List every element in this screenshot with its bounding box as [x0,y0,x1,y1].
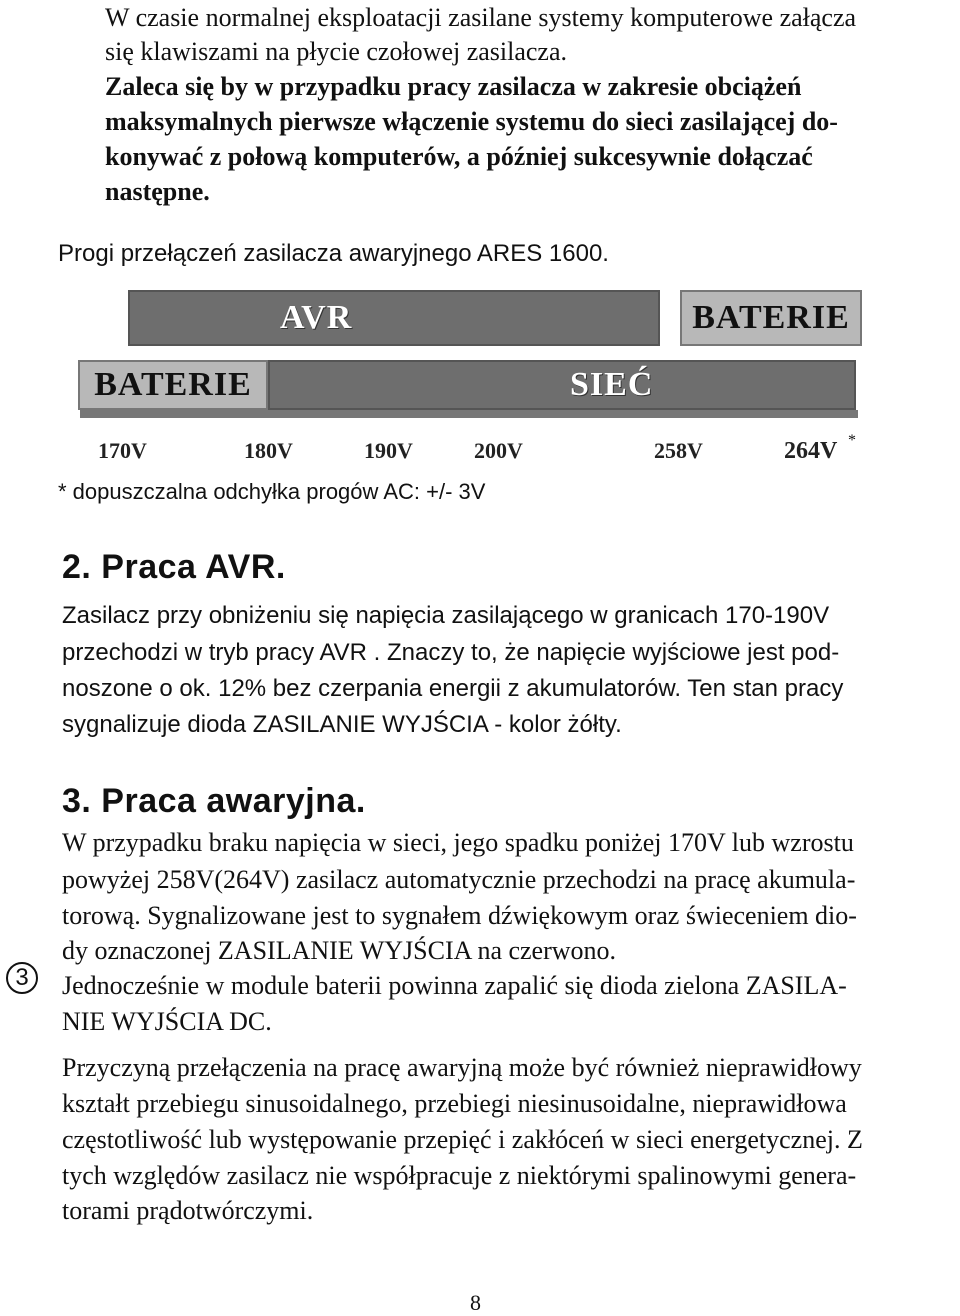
section-2-line-2: przechodzi w tryb pracy AVR . Znaczy to, że napięcie wyjściowe jest pod- [62,639,840,666]
section-3-p2-line-3: częstotliwość lub występowanie przepięć i zakłóceń w sieci energetycznej. Z [62,1125,863,1154]
intro-line-6: następne. [105,177,210,206]
section-3-p2-line-2: kształt przebiegu sinusoidalnego, przebiegi niesinusoidalne, nieprawidłowa [62,1089,847,1118]
tick-258v: 258V [654,438,703,463]
section-3-line-5: Jednocześnie w module baterii powinna zapalić się dioda zielona ZASILA- [62,971,847,1000]
section-2-line-3: noszone o ok. 12% bez czerpania energii z akumulatorów. Ten stan pracy [62,675,844,702]
intro-line-3: Zaleca się by w przypadku pracy zasilacza w zakresie obciążeń [105,72,802,101]
tick-180v: 180V [244,438,293,463]
section-3-line-2: powyżej 258V(264V) zasilacz automatycznie przechodzi na pracę akumula- [62,865,856,894]
section-2-line-4: sygnalizuje dioda ZASILANIE WYJŚCIA - kolor żółty. [62,711,622,738]
baterie-top-bar-label: BATERIE [692,299,850,336]
diagram-axis [80,410,858,418]
siec-bar-label: SIEĆ [570,366,654,403]
section-3-heading: 3. Praca awaryjna. [62,782,366,820]
tick-170v: 170V [98,438,147,463]
avr-bar [128,290,660,346]
intro-line-5: konywać z połową komputerów, a później sukcesywnie dołączać [105,142,813,171]
baterie-bottom-bar-label: BATERIE [94,366,252,403]
section-3-p2-line-1: Przyczyną przełączenia na pracę awaryjną może być również nieprawidłowy [62,1053,862,1082]
section-3-line-1: W przypadku braku napięcia w sieci, jego spadku poniżej 170V lub wzrostu [62,828,854,857]
avr-bar-label: AVR [280,299,353,336]
intro-line-1: W czasie normalnej eksploatacji zasilane systemy komputerowe załącza [105,3,857,32]
intro-line-4: maksymalnych pierwsze włączenie systemu do sieci zasilającej do- [105,107,838,136]
diagram-footnote: * dopuszczalna odchyłka progów AC: +/- 3V [58,479,486,504]
tick-200v: 200V [474,438,523,463]
section-2-line-1: Zasilacz przy obniżeniu się napięcia zasilającego w granicach 170-190V [62,602,830,629]
diagram-caption: Progi przełączeń zasilacza awaryjnego ARES 1600. [58,240,609,267]
section-3-line-4: dy oznaczonej ZASILANIE WYJŚCIA na czerwono. [62,936,617,965]
intro-line-2: się klawiszami na płycie czołowej zasilacza. [105,37,568,66]
siec-bar [268,360,856,410]
page-number: 8 [470,1290,481,1315]
baterie-top-bar [680,290,862,346]
baterie-bottom-bar [78,360,268,410]
section-3-p2-line-5: torami prądotwórczymi. [62,1196,314,1225]
section-3-line-6: NIE WYJŚCIA DC. [62,1007,272,1036]
tick-190v: 190V [364,438,413,463]
section-2-heading: 2. Praca AVR. [62,548,286,586]
section-3-p2-line-4: tych względów zasilacz nie współpracuje z niektórymi spalinowymi genera- [62,1161,857,1190]
section-3-line-3: torową. Sygnalizowane jest to sygnałem dźwiękowym oraz świeceniem dio- [62,901,857,930]
tick-264v-asterisk: * [848,432,856,449]
side-marker-circle: 3 [6,962,38,994]
tick-264v: 264V [784,438,838,464]
